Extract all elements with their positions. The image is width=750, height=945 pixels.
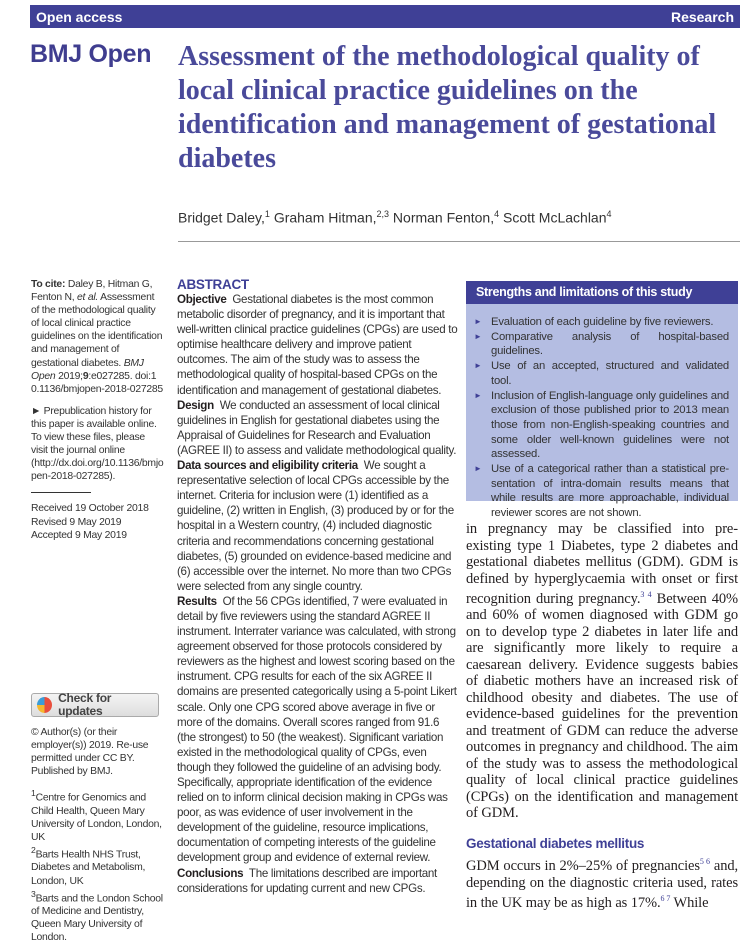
author[interactable]: Graham Hitman, <box>273 209 377 226</box>
section-label: Results <box>177 594 217 608</box>
author-affil: 2,3 <box>376 209 390 219</box>
cite-doi[interactable]: :e027285. doi:10.1136/bmjopen-2018-027285 <box>31 370 163 395</box>
cite-label: To cite: <box>31 279 66 290</box>
author[interactable]: Scott McLachlan <box>503 209 607 226</box>
check-for-updates-button[interactable] <box>31 690 159 718</box>
text: and, depending on the diagnostic criteria used, rates in the UK may be as high as 17%. <box>466 858 739 911</box>
reference-link[interactable]: 3 4 <box>640 590 652 599</box>
author-list <box>178 209 612 226</box>
affil-number: 2 <box>31 844 36 855</box>
affiliations <box>31 787 164 944</box>
section-text: We conducted an assessment of local clinical guidelines in English for gestational diabetes using the Appraisal of Guidelines for Research and Evaluation (AGREE II) to assess and validate methodological quality. <box>177 398 457 457</box>
author[interactable]: Norman Fenton, <box>392 209 495 226</box>
strengths-limitations-box <box>466 281 738 520</box>
copyright: © Author(s) (or their employer(s)) 2019. Re-use permitted under CC BY. Published by BMJ. <box>31 726 149 777</box>
paragraph <box>466 521 738 822</box>
section-label: Design <box>177 398 214 412</box>
abstract-objective <box>177 292 459 398</box>
check-updates-label: Check for updates <box>58 690 112 718</box>
list-item: ► Comparative analysis of hospital-based guidelines. <box>474 330 729 359</box>
abstract-heading: ABSTRACT <box>177 277 249 292</box>
cite-volume: 9 <box>82 370 89 382</box>
list-item: ► Use of a categorical rather than a statistical pre-sentation of intra-domain results means that while results are more approachable, individual reviewer scores are not shown. <box>474 462 729 521</box>
list-item: ► Inclusion of English-language only guidelines and exclusion of those published prior to 2013 mean those from non-English-speaking countries and some older well-known guidelines were not assessed. <box>474 389 729 463</box>
section-text: Of the 56 CPGs identified, 7 were evaluated in detail by five reviewers using the standard AGREE II instrument. Interrater variance was calculated, with strong agreement observed for those protocols considered by reviewers as the highest and lowest scoring based on the instrument. CPG results for each of the six AGREE II domains are presented categorically using a 5-point Likert scale. Only one CPG scored above average in five or more of the domains. Overall scores ranged from 91.6 (the strongest) to 50 (the weakest). Significant variation existed in the methodological quality of CPGs, even though they followed the guideline of an advising body. Specifically, appropriate identification of the evidence relied on to inform clinical decision making in CPGs was poor, as was evidence of user involvement in the development of the guideline, resource implications, documentation of competing interests of the guideline development group and evidence of external review. <box>177 594 457 865</box>
cite-text: Assessment of the methodological quality of local clinical practice guidelines on the identification and management of gestational diabetes. <box>31 292 163 369</box>
citation <box>31 278 164 396</box>
affiliation <box>31 844 164 888</box>
abstract-data-sources <box>177 458 459 594</box>
divider <box>178 241 740 242</box>
affil-text: Centre for Genomics and Child Health, Queen Mary University of London, London, UK <box>31 792 162 843</box>
accepted-date: Accepted 9 May 2019 <box>31 529 127 541</box>
affiliation <box>31 888 164 945</box>
text: Between 40% and 60% of women diagnosed with GDM go on to develop type 2 diabetes in later life and are significantly more likely to require a caesarean delivery. Evidence suggests babies of diabetic mothers have an increased risk of childhood obesity and diabetes. The use of evidence-based guidelines for the prevention and treatment of GDM can reduce the adverse outcomes in pregnancy and childhood. The aim of the study was to assess the methodological quality of local clinical practice guidelines (CPGs) on the identification and management of GDM. <box>466 590 738 822</box>
cite-year: 2019; <box>58 370 83 382</box>
article-type-label: Research <box>670 8 734 25</box>
prepublication-note[interactable]: ► Prepublication history for this paper is available online. To view these files, please visit the journal online (http://dx.doi.org/10.1136/bmjopen-2018-027285). <box>31 405 164 483</box>
strengths-list <box>466 306 738 521</box>
abstract <box>177 277 459 896</box>
box-heading: Strengths and limitations of this study <box>466 281 738 304</box>
section-text: The limitations described are important considerations for updating current and new CPGs. <box>177 866 437 895</box>
crossmark-icon <box>37 697 52 713</box>
paragraph <box>466 854 738 911</box>
section-heading: Gestational diabetes mellitus <box>466 835 645 851</box>
author-affil: 1 <box>264 209 270 219</box>
text: While <box>670 894 709 911</box>
section-label: Objective <box>177 293 227 306</box>
affil-text: Barts and the London School of Medicine and Dentistry, Queen Mary University of London. <box>31 893 163 944</box>
abstract-design <box>177 398 459 458</box>
reference-link[interactable]: 5 6 <box>699 857 710 867</box>
author-affil: 4 <box>494 209 500 219</box>
text: GDM occurs in 2%–25% of pregnancies <box>466 858 700 875</box>
cite-journal: BMJ Open <box>31 357 144 382</box>
revised-date: Revised 9 May 2019 <box>31 516 122 528</box>
sidebar <box>31 278 164 945</box>
dates <box>31 502 164 541</box>
text: in pregnancy may be classified into pre-existing type 1 Diabetes, type 2 diabetes and gestational diabetes mellitus (GDM). GDM is defined by hyperglycaemia with onset or first recognition during pregnancy. <box>466 521 738 607</box>
divider <box>31 492 91 493</box>
open-access-label: Open access <box>36 8 123 25</box>
list-item: ► Evaluation of each guideline by five reviewers. <box>474 315 729 330</box>
affil-text: Barts Health NHS Trust, Diabetes and Metabolism, London, UK <box>31 849 146 887</box>
article-title: Assessment of the methodological quality of local clinical practice guidelines on the identification and management of gestational diabetes <box>178 41 717 174</box>
reference-link[interactable]: 6 7 <box>660 894 671 904</box>
section-label: Conclusions <box>177 866 244 880</box>
received-date: Received 19 October 2018 <box>31 503 149 515</box>
journal-logo: BMJ Open <box>30 40 152 68</box>
author-affil: 4 <box>606 209 612 219</box>
section-label: Data sources and eligibility criteria <box>177 459 358 473</box>
cite-text: Daley B, Hitman G, Fenton N, <box>31 279 153 304</box>
affiliation <box>31 787 164 844</box>
abstract-conclusions <box>177 866 459 896</box>
section-text: We sought a representative selection of local CPGs accessible by the internet. Criteria for inclusion were (1) identified as a guideline, (2) written in English, (3) produced by or for the hospital in a Western country, (4) included diagnostic criteria and recommendations concerning gestational diabetes, (5) grounded on evidence-based medicine and (6) accessible over the internet. No more than two CPGs were selected from any single country. <box>177 459 454 593</box>
affil-number: 1 <box>31 788 36 799</box>
body-text <box>466 521 738 911</box>
abstract-results <box>177 594 459 866</box>
top-banner <box>30 5 740 28</box>
cite-etal: et al. <box>77 292 99 304</box>
affil-number: 3 <box>31 888 36 899</box>
section-text: Gestational diabetes is the most common metabolic disorder of pregnancy, and it is important that well-written clinical practice guidelines (CPGs) are used to optimise healthcare delivery and improve patient outcomes. The aim of the study was to assess the methodological quality of hospital-based CPGs on the identification and management of gestational diabetes. <box>177 293 458 397</box>
author[interactable]: Bridget Daley, <box>178 209 265 226</box>
list-item: ► Use of an accepted, structured and validated tool. <box>474 359 729 388</box>
